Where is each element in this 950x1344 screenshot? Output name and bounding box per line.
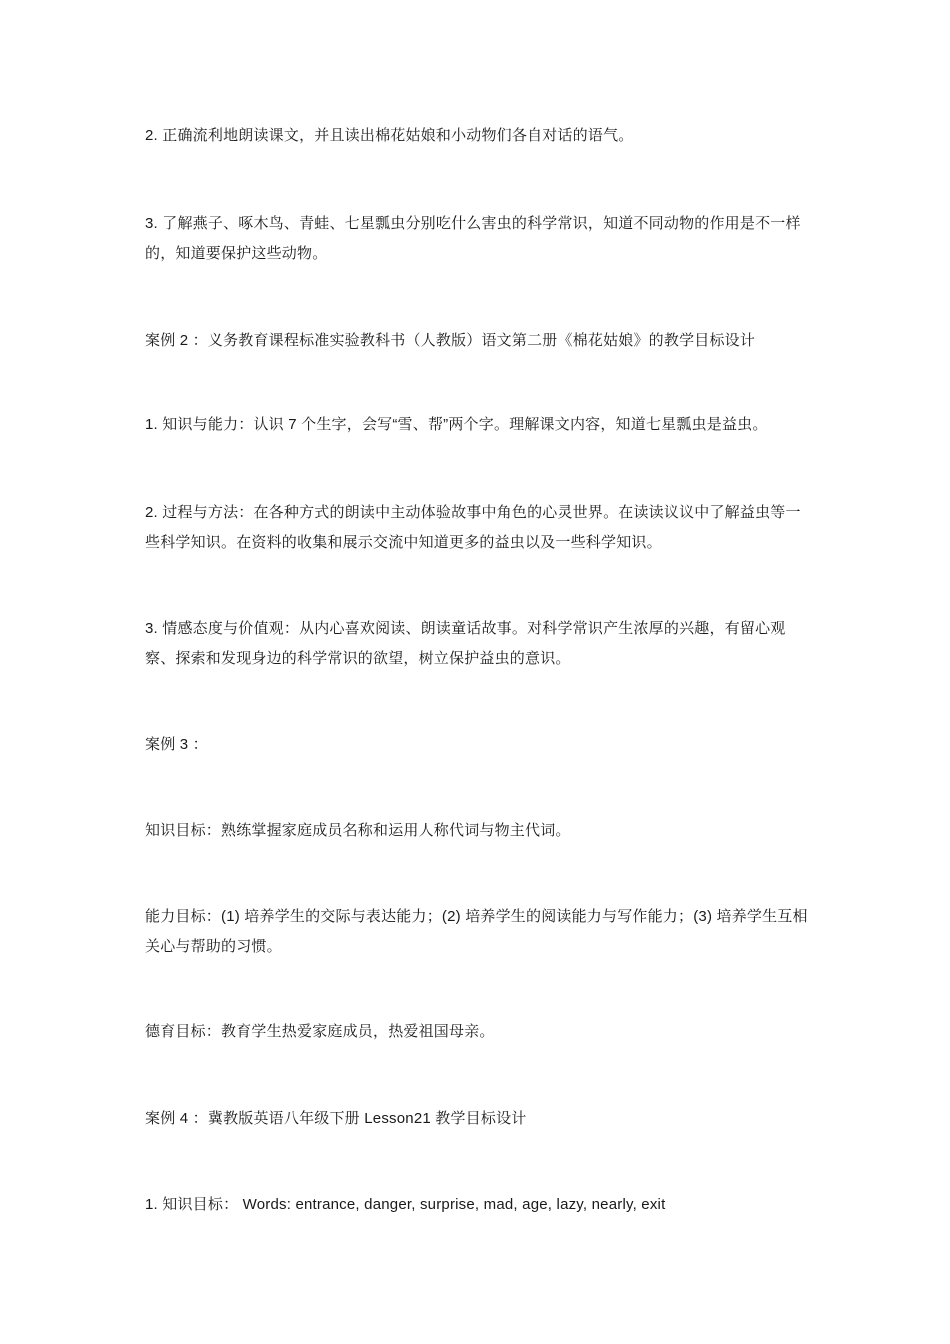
paragraph-case-4-heading: 案例 4 ：冀教版英语八年级下册 Lesson21 教学目标设计 bbox=[145, 1110, 527, 1127]
paragraph-case-3-heading: 案例 3 ： bbox=[145, 736, 208, 753]
paragraph-knowledge-words: 1. 知识目标： Words: entrance, danger, surprise, mad, age, lazy, nearly, exit bbox=[145, 1196, 666, 1213]
paragraph-ability-goal: 能力目标：(1) 培养学生的交际与表达能力；(2) 培养学生的阅读能力与写作能力；(3) 培养学生互相关心与帮助的习惯。 bbox=[145, 908, 808, 955]
paragraph-knowledge-goal: 知识目标：熟练掌握家庭成员名称和运用人称代词与物主代词。 bbox=[145, 822, 571, 839]
paragraph-goal-2-reading: 2. 正确流利地朗读课文，并且读出棉花姑娘和小动物们各自对话的语气。 bbox=[145, 127, 634, 144]
paragraph-emotion-values: 3. 情感态度与价值观：从内心喜欢阅读、朗读童话故事。对科学常识产生浓厚的兴趣，有留心观察、探索和发现身边的科学常识的欲望，树立保护益虫的意识。 bbox=[145, 620, 786, 667]
paragraph-process-method: 2. 过程与方法：在各种方式的朗读中主动体验故事中角色的心灵世界。在读读议议中了解益虫等一些科学知识。在资料的收集和展示交流中知道更多的益虫以及一些科学知识。 bbox=[145, 504, 801, 551]
paragraph-case-2-heading: 案例 2 ：义务教育课程标准实验教科书（人教版）语文第二册《棉花姑娘》的教学目标设计 bbox=[145, 332, 756, 349]
paragraph-moral-goal: 德育目标：教育学生热爱家庭成员，热爱祖国母亲。 bbox=[145, 1023, 495, 1040]
paragraph-goal-3-science: 3. 了解燕子、啄木鸟、青蛙、七星瓢虫分别吃什么害虫的科学常识，知道不同动物的作用是不一样的，知道要保护这些动物。 bbox=[145, 215, 801, 262]
paragraph-knowledge-ability: 1. 知识与能力：认识 7 个生字，会写“雪、帮”两个字。理解课文内容，知道七星瓢虫是益虫。 bbox=[145, 416, 768, 433]
